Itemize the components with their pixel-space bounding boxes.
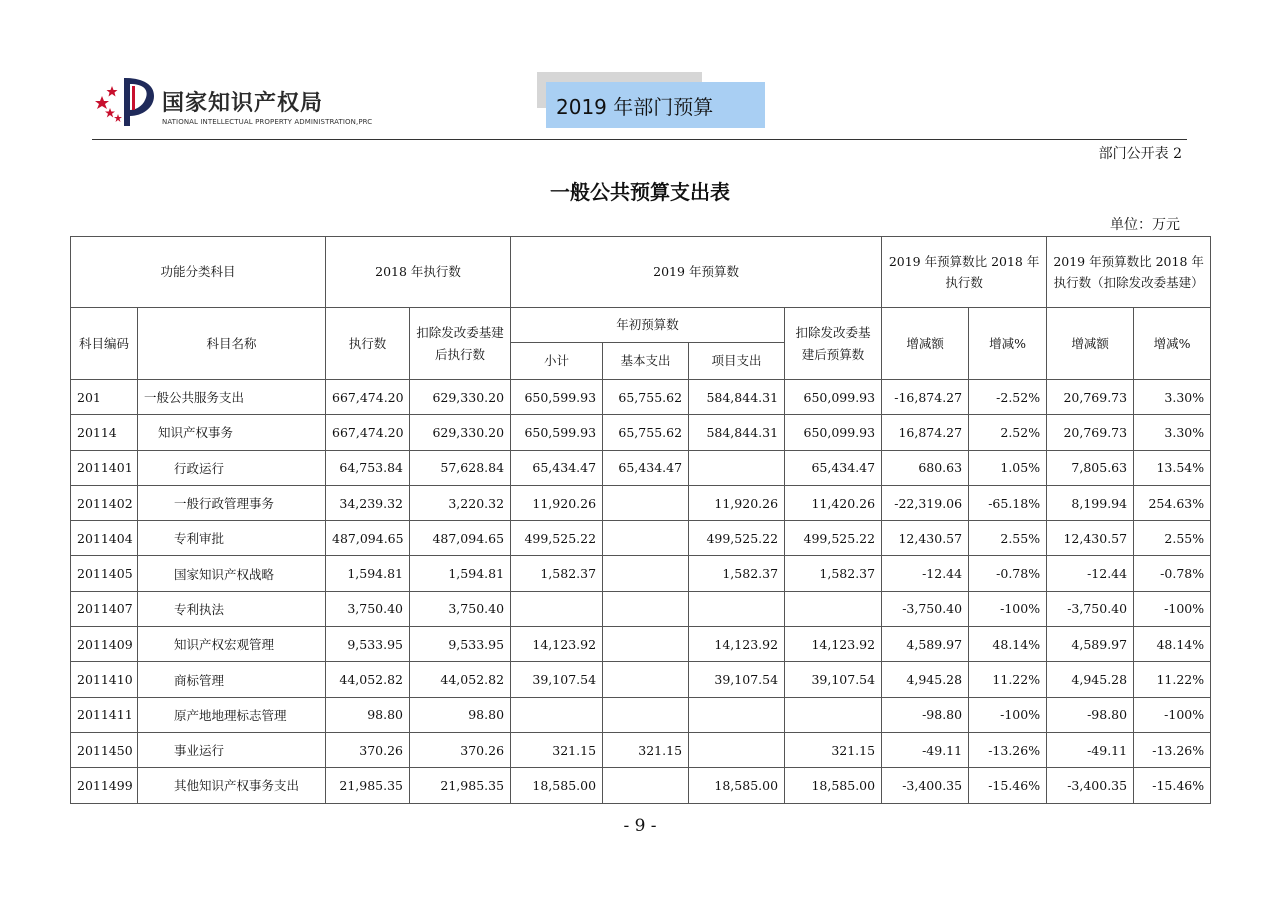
cell-diff1: -49.11 — [882, 732, 969, 767]
cell-project: 39,107.54 — [689, 662, 785, 697]
cell-code: 2011402 — [71, 485, 138, 520]
cell-budget-adj: 39,107.54 — [785, 662, 882, 697]
cell-name: 行政运行 — [138, 450, 326, 485]
header-diff1: 增减额 — [882, 308, 969, 380]
cell-code: 2011409 — [71, 627, 138, 662]
table-row — [71, 380, 1211, 415]
cell-name: 知识产权事务 — [138, 415, 326, 450]
cell-subtotal: 499,525.22 — [511, 521, 603, 556]
logo-emblem-icon — [92, 74, 158, 130]
cell-pct1: -0.78% — [969, 556, 1047, 591]
cell-basic — [603, 521, 689, 556]
cell-pct1: 48.14% — [969, 627, 1047, 662]
header-cmp2: 2019 年预算数比 2018 年执行数（扣除发改委基建） — [1047, 237, 1211, 308]
table-row — [71, 697, 1211, 732]
cell-diff2: -3,750.40 — [1047, 591, 1134, 626]
cell-pct2: 2.55% — [1134, 521, 1211, 556]
cell-exec: 9,533.95 — [326, 627, 410, 662]
cell-name: 专利审批 — [138, 521, 326, 556]
cell-basic — [603, 556, 689, 591]
cell-pct1: -65.18% — [969, 485, 1047, 520]
cell-basic — [603, 591, 689, 626]
header-initial: 年初预算数 — [511, 308, 785, 343]
cell-basic — [603, 627, 689, 662]
cell-diff2: 20,769.73 — [1047, 415, 1134, 450]
cell-project: 584,844.31 — [689, 415, 785, 450]
header-divider — [92, 139, 1187, 140]
cell-budget-adj — [785, 697, 882, 732]
cell-project — [689, 697, 785, 732]
cell-pct1: 2.52% — [969, 415, 1047, 450]
cell-diff2: -49.11 — [1047, 732, 1134, 767]
cell-exec-adj: 370.26 — [410, 732, 511, 767]
cell-code: 2011401 — [71, 450, 138, 485]
cell-project: 18,585.00 — [689, 768, 785, 803]
cell-pct2: -100% — [1134, 697, 1211, 732]
table-row — [71, 556, 1211, 591]
header-project: 项目支出 — [689, 343, 785, 380]
cell-budget-adj: 650,099.93 — [785, 415, 882, 450]
header-budget2019: 2019 年预算数 — [511, 237, 882, 308]
header-exec2018: 2018 年执行数 — [326, 237, 511, 308]
cell-budget-adj: 11,420.26 — [785, 485, 882, 520]
header-exec: 执行数 — [326, 308, 410, 380]
cell-pct2: 3.30% — [1134, 415, 1211, 450]
cell-exec: 667,474.20 — [326, 415, 410, 450]
header-subtotal: 小计 — [511, 343, 603, 380]
cell-name: 专利执法 — [138, 591, 326, 626]
cell-exec: 64,753.84 — [326, 450, 410, 485]
cell-code: 2011410 — [71, 662, 138, 697]
cell-pct1: 1.05% — [969, 450, 1047, 485]
cell-diff1: -16,874.27 — [882, 380, 969, 415]
cell-subtotal: 650,599.93 — [511, 380, 603, 415]
cell-basic: 321.15 — [603, 732, 689, 767]
cell-subtotal: 14,123.92 — [511, 627, 603, 662]
cell-exec-adj: 629,330.20 — [410, 415, 511, 450]
header-name: 科目名称 — [138, 308, 326, 380]
cell-budget-adj: 1,582.37 — [785, 556, 882, 591]
header-budget-adj: 扣除发改委基建后预算数 — [785, 308, 882, 380]
header-exec-adj: 扣除发改委基建后执行数 — [410, 308, 511, 380]
cell-diff1: 680.63 — [882, 450, 969, 485]
cell-exec-adj: 3,220.32 — [410, 485, 511, 520]
cell-diff1: -98.80 — [882, 697, 969, 732]
cell-budget-adj: 650,099.93 — [785, 380, 882, 415]
cell-code: 20114 — [71, 415, 138, 450]
cell-subtotal: 11,920.26 — [511, 485, 603, 520]
cell-diff2: 8,199.94 — [1047, 485, 1134, 520]
cell-diff1: 4,945.28 — [882, 662, 969, 697]
cell-project — [689, 450, 785, 485]
cell-exec-adj: 487,094.65 — [410, 521, 511, 556]
cell-diff1: 16,874.27 — [882, 415, 969, 450]
cell-project: 14,123.92 — [689, 627, 785, 662]
cell-code: 2011407 — [71, 591, 138, 626]
logo-chinese-name: 国家知识产权局 — [162, 90, 324, 116]
cell-code: 2011404 — [71, 521, 138, 556]
cell-pct2: -15.46% — [1134, 768, 1211, 803]
table-row — [71, 732, 1211, 767]
cell-pct1: -2.52% — [969, 380, 1047, 415]
cell-name: 知识产权宏观管理 — [138, 627, 326, 662]
cell-exec: 3,750.40 — [326, 591, 410, 626]
header-cmp1: 2019 年预算数比 2018 年执行数 — [882, 237, 1047, 308]
cell-exec-adj: 21,985.35 — [410, 768, 511, 803]
header-diff2: 增减额 — [1047, 308, 1134, 380]
cell-diff2: -98.80 — [1047, 697, 1134, 732]
cell-basic: 65,434.47 — [603, 450, 689, 485]
cell-budget-adj — [785, 591, 882, 626]
cell-basic — [603, 485, 689, 520]
cell-diff2: -3,400.35 — [1047, 768, 1134, 803]
cell-exec: 667,474.20 — [326, 380, 410, 415]
cell-pct1: -100% — [969, 697, 1047, 732]
cell-budget-adj: 14,123.92 — [785, 627, 882, 662]
cell-pct1: -13.26% — [969, 732, 1047, 767]
cell-pct2: -13.26% — [1134, 732, 1211, 767]
cell-subtotal — [511, 697, 603, 732]
table-number: 部门公开表 2 — [1098, 146, 1182, 162]
cell-name: 一般公共服务支出 — [138, 380, 326, 415]
page-number: - 9 - — [623, 816, 657, 836]
table-row — [71, 450, 1211, 485]
cell-pct2: 254.63% — [1134, 485, 1211, 520]
cell-project: 584,844.31 — [689, 380, 785, 415]
budget-year-banner: 2019 年部门预算 — [546, 82, 765, 128]
cell-subtotal: 650,599.93 — [511, 415, 603, 450]
header-pct1: 增减% — [969, 308, 1047, 380]
cell-pct2: 48.14% — [1134, 627, 1211, 662]
cell-project: 11,920.26 — [689, 485, 785, 520]
table-row — [71, 627, 1211, 662]
cell-name: 商标管理 — [138, 662, 326, 697]
cell-project — [689, 732, 785, 767]
cell-exec-adj: 44,052.82 — [410, 662, 511, 697]
cell-pct2: -100% — [1134, 591, 1211, 626]
cell-pct1: -15.46% — [969, 768, 1047, 803]
cell-pct2: 11.22% — [1134, 662, 1211, 697]
cell-diff2: -12.44 — [1047, 556, 1134, 591]
cell-name: 其他知识产权事务支出 — [138, 768, 326, 803]
cell-project: 499,525.22 — [689, 521, 785, 556]
cell-exec-adj: 9,533.95 — [410, 627, 511, 662]
cell-diff2: 4,589.97 — [1047, 627, 1134, 662]
cell-exec-adj: 98.80 — [410, 697, 511, 732]
header-row-2 — [71, 308, 1211, 343]
cell-diff2: 12,430.57 — [1047, 521, 1134, 556]
cell-budget-adj: 18,585.00 — [785, 768, 882, 803]
cell-basic — [603, 768, 689, 803]
header-pct2: 增减% — [1134, 308, 1211, 380]
cell-basic: 65,755.62 — [603, 380, 689, 415]
cell-name: 事业运行 — [138, 732, 326, 767]
cell-name: 一般行政管理事务 — [138, 485, 326, 520]
cell-subtotal: 1,582.37 — [511, 556, 603, 591]
cell-exec: 21,985.35 — [326, 768, 410, 803]
cell-pct1: 11.22% — [969, 662, 1047, 697]
cell-project: 1,582.37 — [689, 556, 785, 591]
cell-code: 201 — [71, 380, 138, 415]
cell-diff2: 20,769.73 — [1047, 380, 1134, 415]
cell-pct1: 2.55% — [969, 521, 1047, 556]
cell-pct2: 13.54% — [1134, 450, 1211, 485]
cell-diff2: 7,805.63 — [1047, 450, 1134, 485]
cell-exec: 34,239.32 — [326, 485, 410, 520]
cell-pct1: -100% — [969, 591, 1047, 626]
cell-basic — [603, 697, 689, 732]
cell-exec-adj: 1,594.81 — [410, 556, 511, 591]
table-row — [71, 591, 1211, 626]
table-row — [71, 521, 1211, 556]
cell-subtotal: 39,107.54 — [511, 662, 603, 697]
cell-exec-adj: 57,628.84 — [410, 450, 511, 485]
cell-basic — [603, 662, 689, 697]
cell-code: 2011499 — [71, 768, 138, 803]
cell-budget-adj: 499,525.22 — [785, 521, 882, 556]
cell-subtotal — [511, 591, 603, 626]
cell-exec-adj: 3,750.40 — [410, 591, 511, 626]
cell-budget-adj: 65,434.47 — [785, 450, 882, 485]
header-basic: 基本支出 — [603, 343, 689, 380]
cell-exec: 44,052.82 — [326, 662, 410, 697]
logo-english-name: NATIONAL INTELLECTUAL PROPERTY ADMINISTRATION,PRC — [162, 118, 373, 126]
header-code: 科目编码 — [71, 308, 138, 380]
header-row-1 — [71, 237, 1211, 308]
cell-project — [689, 591, 785, 626]
cell-basic: 65,755.62 — [603, 415, 689, 450]
cell-name: 原产地地理标志管理 — [138, 697, 326, 732]
cell-code: 2011411 — [71, 697, 138, 732]
table-row — [71, 662, 1211, 697]
cell-diff1: 4,589.97 — [882, 627, 969, 662]
cell-exec: 487,094.65 — [326, 521, 410, 556]
budget-table — [70, 236, 1211, 804]
unit-label: 单位：万元 — [1110, 217, 1180, 233]
table-row — [71, 415, 1211, 450]
cell-subtotal: 65,434.47 — [511, 450, 603, 485]
cell-pct2: -0.78% — [1134, 556, 1211, 591]
table-row — [71, 768, 1211, 803]
cell-budget-adj: 321.15 — [785, 732, 882, 767]
cell-pct2: 3.30% — [1134, 380, 1211, 415]
cell-diff1: -3,750.40 — [882, 591, 969, 626]
cell-code: 2011450 — [71, 732, 138, 767]
cell-diff2: 4,945.28 — [1047, 662, 1134, 697]
header-func: 功能分类科目 — [71, 237, 326, 308]
logo — [92, 74, 412, 134]
cell-code: 2011405 — [71, 556, 138, 591]
cell-diff1: -3,400.35 — [882, 768, 969, 803]
cell-subtotal: 18,585.00 — [511, 768, 603, 803]
cell-diff1: 12,430.57 — [882, 521, 969, 556]
cell-exec: 98.80 — [326, 697, 410, 732]
cell-name: 国家知识产权战略 — [138, 556, 326, 591]
cell-diff1: -22,319.06 — [882, 485, 969, 520]
cell-exec: 370.26 — [326, 732, 410, 767]
cell-diff1: -12.44 — [882, 556, 969, 591]
cell-subtotal: 321.15 — [511, 732, 603, 767]
page-title: 一般公共预算支出表 — [550, 180, 730, 204]
cell-exec: 1,594.81 — [326, 556, 410, 591]
cell-exec-adj: 629,330.20 — [410, 380, 511, 415]
table-row — [71, 485, 1211, 520]
